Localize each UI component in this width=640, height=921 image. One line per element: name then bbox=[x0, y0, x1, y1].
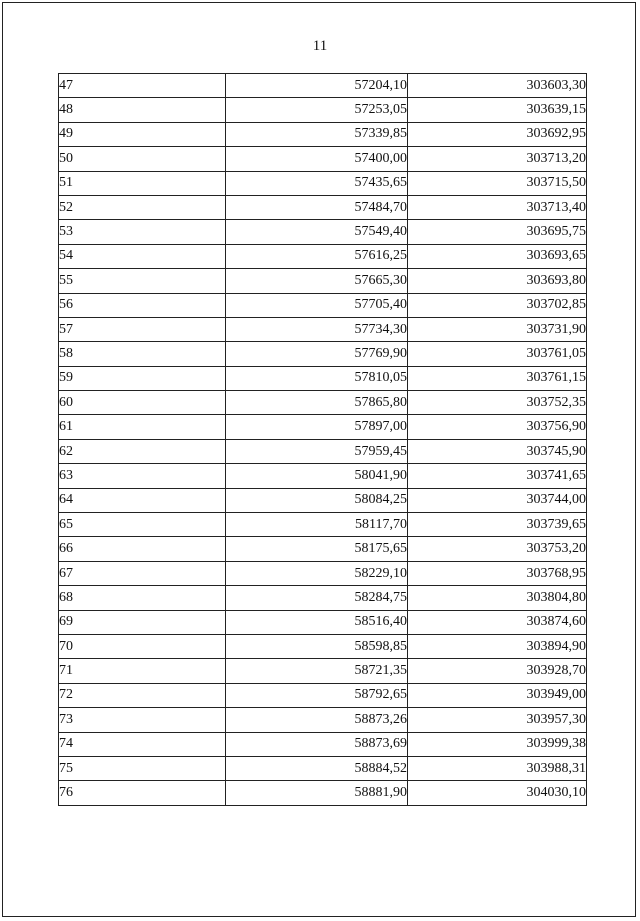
x-coordinate-cell: 57339,85 bbox=[226, 122, 408, 146]
y-coordinate-cell: 303874,60 bbox=[408, 610, 587, 634]
table-row bbox=[59, 147, 587, 171]
y-coordinate-cell: 303741,65 bbox=[408, 464, 587, 488]
point-number-cell: 67 bbox=[59, 561, 226, 585]
y-coordinate-cell: 303713,40 bbox=[408, 195, 587, 219]
y-coordinate-cell: 303695,75 bbox=[408, 220, 587, 244]
x-coordinate-cell: 57484,70 bbox=[226, 195, 408, 219]
x-coordinate-cell: 58041,90 bbox=[226, 464, 408, 488]
point-number-cell: 74 bbox=[59, 732, 226, 756]
point-number-cell: 69 bbox=[59, 610, 226, 634]
point-number-cell: 50 bbox=[59, 147, 226, 171]
x-coordinate-cell: 57897,00 bbox=[226, 415, 408, 439]
table-row bbox=[59, 366, 587, 390]
x-coordinate-cell: 57253,05 bbox=[226, 98, 408, 122]
table-row bbox=[59, 513, 587, 537]
point-number-cell: 68 bbox=[59, 586, 226, 610]
y-coordinate-cell: 303949,00 bbox=[408, 683, 587, 707]
coordinates-table-body bbox=[59, 74, 587, 806]
point-number-cell: 57 bbox=[59, 317, 226, 341]
y-coordinate-cell: 303745,90 bbox=[408, 439, 587, 463]
x-coordinate-cell: 57435,65 bbox=[226, 171, 408, 195]
x-coordinate-cell: 57959,45 bbox=[226, 439, 408, 463]
y-coordinate-cell: 303761,05 bbox=[408, 342, 587, 366]
x-coordinate-cell: 57616,25 bbox=[226, 244, 408, 268]
point-number-cell: 55 bbox=[59, 269, 226, 293]
x-coordinate-cell: 57810,05 bbox=[226, 366, 408, 390]
table-row bbox=[59, 244, 587, 268]
table-row bbox=[59, 220, 587, 244]
point-number-cell: 64 bbox=[59, 488, 226, 512]
x-coordinate-cell: 57204,10 bbox=[226, 74, 408, 98]
y-coordinate-cell: 303744,00 bbox=[408, 488, 587, 512]
table-row bbox=[59, 488, 587, 512]
point-number-cell: 52 bbox=[59, 195, 226, 219]
coordinates-table bbox=[58, 73, 587, 806]
point-number-cell: 53 bbox=[59, 220, 226, 244]
x-coordinate-cell: 58792,65 bbox=[226, 683, 408, 707]
point-number-cell: 60 bbox=[59, 391, 226, 415]
table-row bbox=[59, 317, 587, 341]
point-number-cell: 51 bbox=[59, 171, 226, 195]
point-number-cell: 75 bbox=[59, 756, 226, 780]
point-number-cell: 47 bbox=[59, 74, 226, 98]
table-row bbox=[59, 415, 587, 439]
table-row bbox=[59, 293, 587, 317]
x-coordinate-cell: 58175,65 bbox=[226, 537, 408, 561]
point-number-cell: 71 bbox=[59, 659, 226, 683]
y-coordinate-cell: 303693,80 bbox=[408, 269, 587, 293]
y-coordinate-cell: 303928,70 bbox=[408, 659, 587, 683]
x-coordinate-cell: 57865,80 bbox=[226, 391, 408, 415]
x-coordinate-cell: 58881,90 bbox=[226, 781, 408, 805]
y-coordinate-cell: 303731,90 bbox=[408, 317, 587, 341]
x-coordinate-cell: 57400,00 bbox=[226, 147, 408, 171]
table-row bbox=[59, 122, 587, 146]
y-coordinate-cell: 304030,10 bbox=[408, 781, 587, 805]
y-coordinate-cell: 303761,15 bbox=[408, 366, 587, 390]
y-coordinate-cell: 303756,90 bbox=[408, 415, 587, 439]
x-coordinate-cell: 58284,75 bbox=[226, 586, 408, 610]
table-row bbox=[59, 195, 587, 219]
x-coordinate-cell: 58721,35 bbox=[226, 659, 408, 683]
point-number-cell: 54 bbox=[59, 244, 226, 268]
point-number-cell: 56 bbox=[59, 293, 226, 317]
x-coordinate-cell: 57549,40 bbox=[226, 220, 408, 244]
point-number-cell: 70 bbox=[59, 634, 226, 658]
point-number-cell: 58 bbox=[59, 342, 226, 366]
table-row bbox=[59, 439, 587, 463]
y-coordinate-cell: 303692,95 bbox=[408, 122, 587, 146]
table-row bbox=[59, 391, 587, 415]
y-coordinate-cell: 303693,65 bbox=[408, 244, 587, 268]
x-coordinate-cell: 58884,52 bbox=[226, 756, 408, 780]
table-row bbox=[59, 732, 587, 756]
table-row bbox=[59, 634, 587, 658]
table-row bbox=[59, 98, 587, 122]
point-number-cell: 65 bbox=[59, 513, 226, 537]
page-number: 11 bbox=[312, 38, 328, 54]
y-coordinate-cell: 303804,80 bbox=[408, 586, 587, 610]
table-row bbox=[59, 74, 587, 98]
point-number-cell: 48 bbox=[59, 98, 226, 122]
table-row bbox=[59, 756, 587, 780]
point-number-cell: 63 bbox=[59, 464, 226, 488]
table-row bbox=[59, 342, 587, 366]
x-coordinate-cell: 57734,30 bbox=[226, 317, 408, 341]
y-coordinate-cell: 303715,50 bbox=[408, 171, 587, 195]
x-coordinate-cell: 58516,40 bbox=[226, 610, 408, 634]
y-coordinate-cell: 303894,90 bbox=[408, 634, 587, 658]
table-row bbox=[59, 537, 587, 561]
y-coordinate-cell: 303988,31 bbox=[408, 756, 587, 780]
x-coordinate-cell: 58598,85 bbox=[226, 634, 408, 658]
y-coordinate-cell: 303739,65 bbox=[408, 513, 587, 537]
table-row bbox=[59, 659, 587, 683]
table-row bbox=[59, 269, 587, 293]
y-coordinate-cell: 303639,15 bbox=[408, 98, 587, 122]
x-coordinate-cell: 57769,90 bbox=[226, 342, 408, 366]
point-number-cell: 66 bbox=[59, 537, 226, 561]
x-coordinate-cell: 58873,26 bbox=[226, 708, 408, 732]
point-number-cell: 59 bbox=[59, 366, 226, 390]
table-row bbox=[59, 610, 587, 634]
x-coordinate-cell: 57665,30 bbox=[226, 269, 408, 293]
table-row bbox=[59, 171, 587, 195]
x-coordinate-cell: 57705,40 bbox=[226, 293, 408, 317]
y-coordinate-cell: 303768,95 bbox=[408, 561, 587, 585]
table-row bbox=[59, 708, 587, 732]
y-coordinate-cell: 303702,85 bbox=[408, 293, 587, 317]
point-number-cell: 61 bbox=[59, 415, 226, 439]
y-coordinate-cell: 303603,30 bbox=[408, 74, 587, 98]
x-coordinate-cell: 58084,25 bbox=[226, 488, 408, 512]
y-coordinate-cell: 303752,35 bbox=[408, 391, 587, 415]
point-number-cell: 62 bbox=[59, 439, 226, 463]
x-coordinate-cell: 58873,69 bbox=[226, 732, 408, 756]
table-row bbox=[59, 586, 587, 610]
table-row bbox=[59, 683, 587, 707]
x-coordinate-cell: 58229,10 bbox=[226, 561, 408, 585]
y-coordinate-cell: 303753,20 bbox=[408, 537, 587, 561]
y-coordinate-cell: 303957,30 bbox=[408, 708, 587, 732]
point-number-cell: 49 bbox=[59, 122, 226, 146]
y-coordinate-cell: 303713,20 bbox=[408, 147, 587, 171]
table-row bbox=[59, 561, 587, 585]
point-number-cell: 76 bbox=[59, 781, 226, 805]
point-number-cell: 72 bbox=[59, 683, 226, 707]
y-coordinate-cell: 303999,38 bbox=[408, 732, 587, 756]
table-row bbox=[59, 464, 587, 488]
x-coordinate-cell: 58117,70 bbox=[226, 513, 408, 537]
point-number-cell: 73 bbox=[59, 708, 226, 732]
table-row bbox=[59, 781, 587, 805]
